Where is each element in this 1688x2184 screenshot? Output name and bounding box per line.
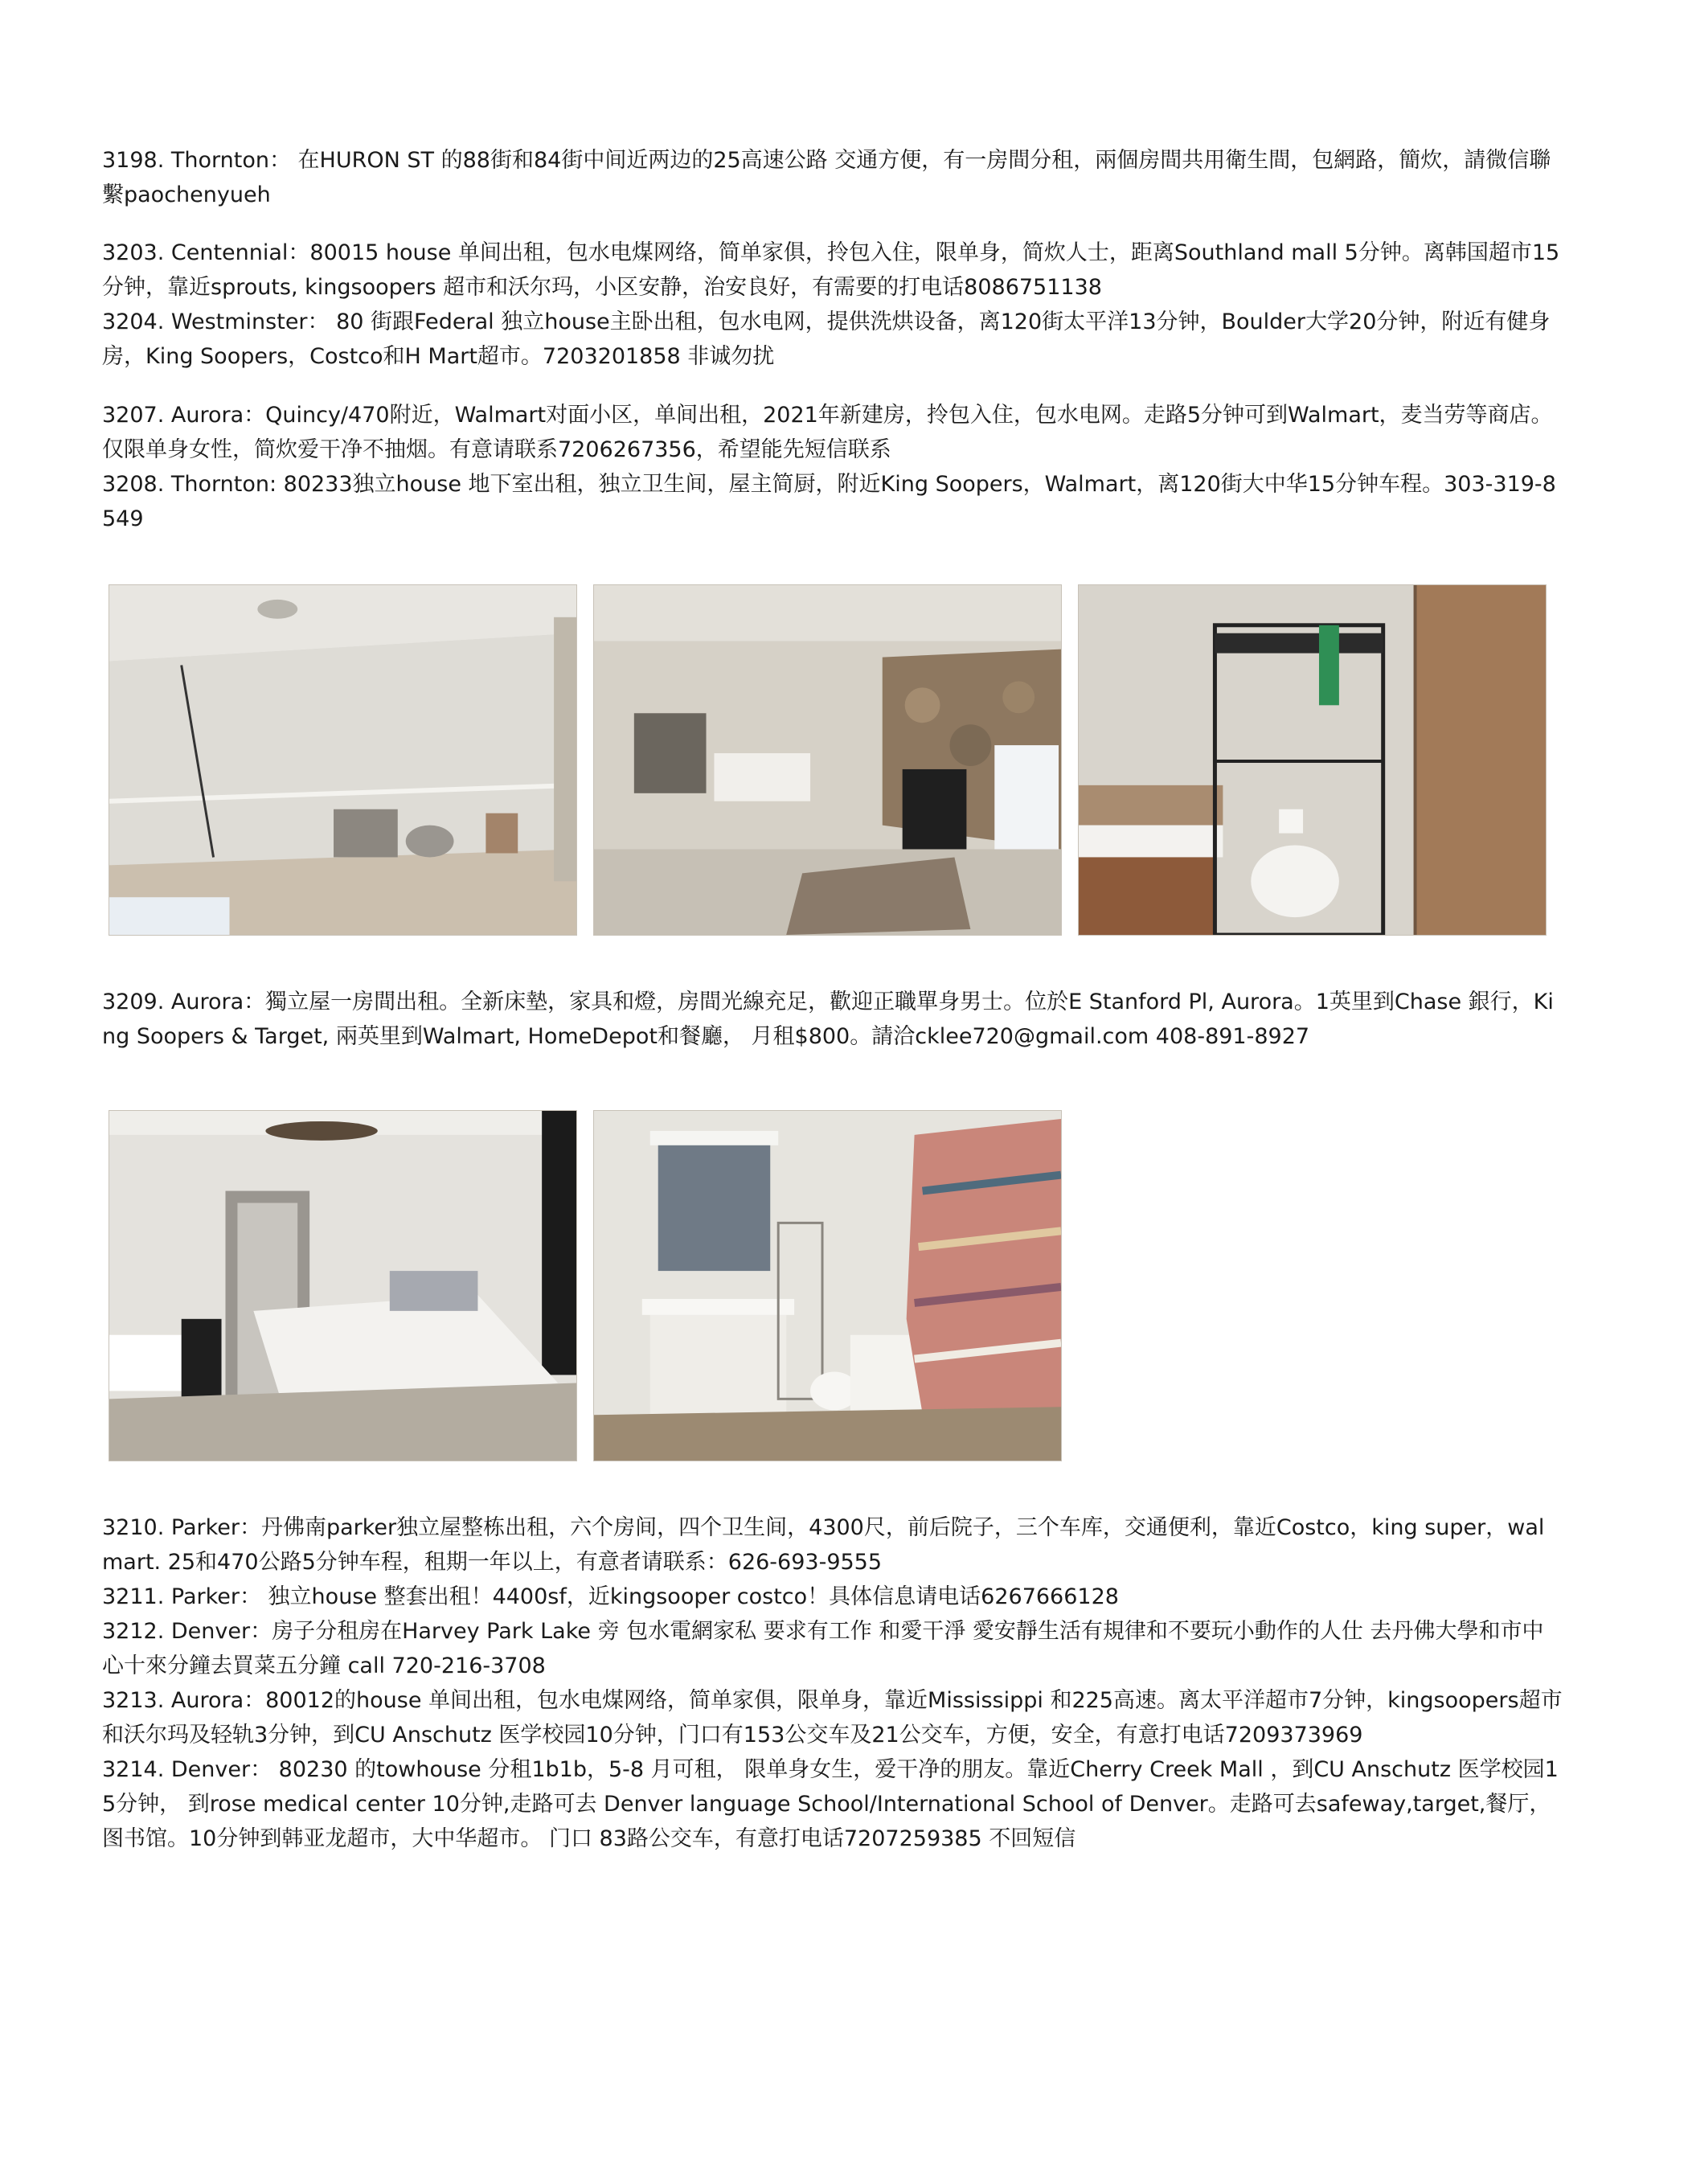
listing-3207: 3207. Aurora：Quincy/470附近，Walmart对面小区，单间出租，2021年新建房，拎包入住，包水电网。走路5分钟可到Walmart，麦当劳等商店。仅限单身女性，简炊爱干净不抽烟。有意请联系7206267356，希望能先短信联系 bbox=[102, 403, 1553, 462]
listing-3203: 3203. Centennial：80015 house 单间出租，包水电煤网络，简单家俱，拎包入住，限单身，简炊人士，距离Southland mall 5分钟。离韩国超市15分钟，靠近sprouts, kingsoopers 超市和沃尔玛，小区安静，治安良好，有需要的打电话8086751138 bbox=[102, 240, 1560, 300]
bathroom-sink-photo bbox=[1078, 584, 1547, 936]
listing-3208: 3208. Thornton: 80233独立house 地下室出租，独立卫生间，屋主简厨，附近King Soopers，Walmart，离120街大中华15分钟车程。303-319-8549 bbox=[102, 472, 1556, 531]
furnished-bedroom-photo bbox=[109, 1110, 577, 1461]
listing-3198: 3198. Thornton： 在HURON ST 的88街和84街中间近两边的25高速公路 交通方便，有一房間分租，兩個房間共用衛生間，包網路，簡炊，請微信聯繫paochenyueh bbox=[102, 148, 1551, 207]
listing-3204: 3204. Westminster： 80 街跟Federal 独立house主卧出租，包水电网，提供洗烘设备，离120街太平洋13分钟，Boulder大学20分钟，附近有健身房，King Soopers，Costco和H Mart超市。7203201858 非诚勿扰 bbox=[102, 309, 1551, 369]
listing-3209: 3209. Aurora：獨立屋一房間出租。全新床墊，家具和燈，房間光線充足，歡迎正職單身男士。位於E Stanford Pl, Aurora。1英里到Chase 銀行，King Soopers & Target, 兩英里到Walmart, HomeDepot和餐廳， 月租$800。請洽cklee720@gmail.com 408-891-8927 bbox=[102, 990, 1554, 1049]
listing-3214: 3214. Denver： 80230 的towhouse 分租1b1b，5-8 月可租， 限单身女生，爱干净的朋友。靠近Cherry Creek Mall ，到CU Anschutz 医学校园15分钟， 到rose medical center 10分钟,走路可去 Denver language School/International School of Denver。走路可去safeway,target,餐厅，图书馆。10分钟到韩亚龙超市，大中华超市。 门口 83路公交车，有意打电话7207259385 不回短信 bbox=[102, 1757, 1559, 1851]
basement-room-photo bbox=[593, 584, 1062, 936]
listing-3210: 3210. Parker：丹佛南parker独立屋整栋出租，六个房间，四个卫生间，4300尺，前后院子，三个车库，交通便利，靠近Costco，king super，walmart. 25和470公路5分钟车程，租期一年以上，有意者请联系：626-693-9555 bbox=[102, 1515, 1545, 1575]
full-bathroom-photo bbox=[593, 1110, 1062, 1461]
listing-3212: 3212. Denver：房子分租房在Harvey Park Lake 旁 包水電網家私 要求有工作 和愛干淨 愛安靜生活有規律和不要玩小動作的人仕 去丹佛大學和市中心十來分鐘去買菜五分鐘 call 720-216-3708 bbox=[102, 1619, 1544, 1678]
empty-bedroom-photo bbox=[109, 584, 577, 936]
listing-3211: 3211. Parker： 独立house 整套出租！4400sf，近kingsooper costco！具体信息请电话6267666128 bbox=[102, 1584, 1119, 1609]
listing-3213: 3213. Aurora：80012的house 单间出租，包水电煤网络，简单家俱，限单身，靠近Mississippi 和225高速。离太平洋超市7分钟，kingsoopers超市和沃尔玛及轻轨3分钟，到CU Anschutz 医学校园10分钟，门口有153公交车及21公交车，方便，安全，有意打电话7209373969 bbox=[102, 1688, 1563, 1748]
